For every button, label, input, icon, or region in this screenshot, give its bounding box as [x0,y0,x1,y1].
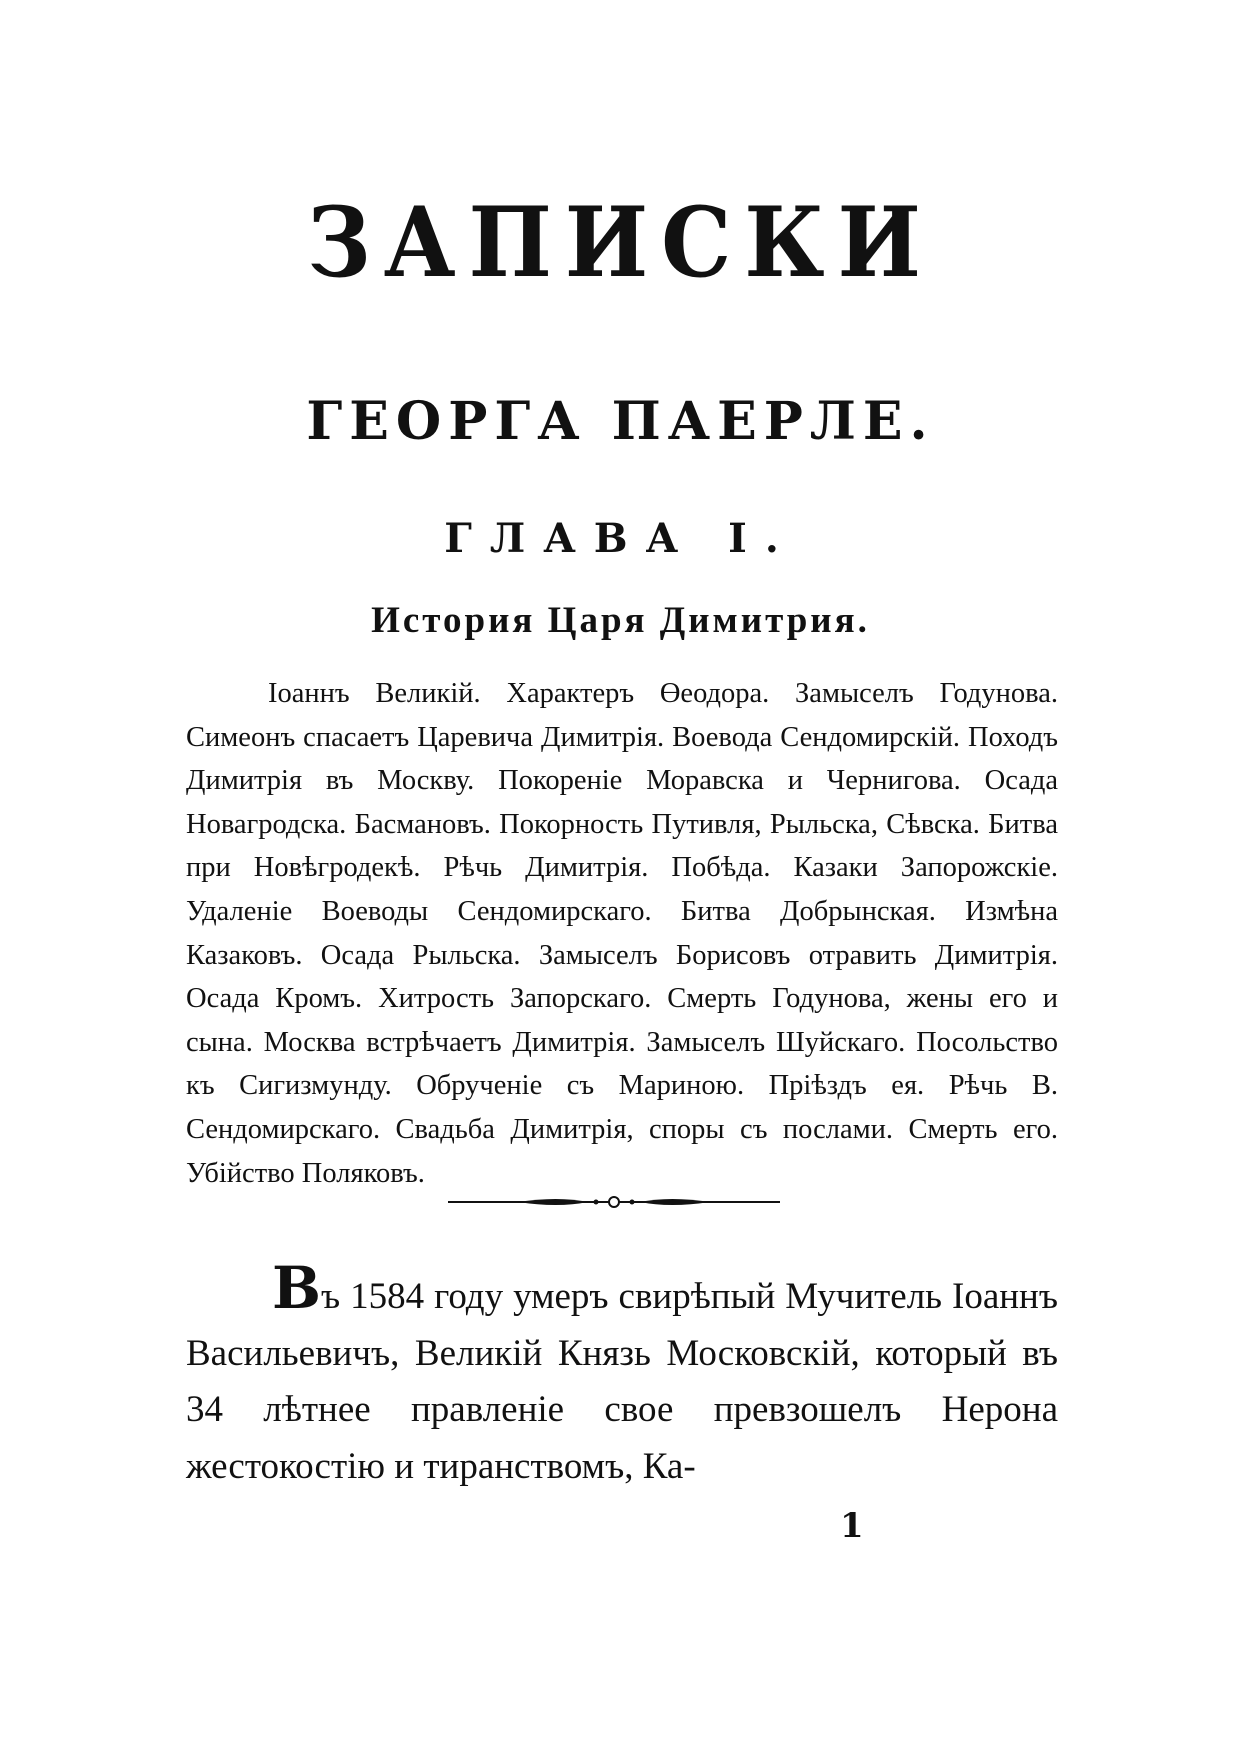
chapter-title: История Царя Димитрия. [371,600,870,641]
page-number: 1 [840,1506,864,1546]
chapter-label: ГЛАВА I. [444,515,797,562]
body-text: ъ 1584 году умеръ свирѣпый Мучитель Іоаннъ Васильевичъ, Великій Князь Московскій, который въ 34 лѣтнее правленіе свое превзошелъ Нерона жестокостію и тиранствомъ, Ка- [186,1276,1058,1487]
book-subtitle: ГЕОРГА ПАЕРЛЕ. [306,391,935,452]
ornament-divider-icon [448,1195,780,1209]
book-title: ЗАПИСКИ [307,186,934,299]
body-paragraph [186,1254,1058,1495]
drop-cap: В [272,1254,322,1322]
chapter-summary: Іоаннъ Великій. Характеръ Өеодора. Замыселъ Годунова. Симеонъ спасаетъ Царевича Димитрія. Воевода Сендомирскій. Походъ Димитрія въ Москву. Покореніе Моравска и Чернигова. Осада Новагродска. Басмановъ. Покорность Путивля, Рыльска, Сѣвска. Битва при Новѣгродекѣ. Рѣчь Димитрія. Побѣда. Казаки Запорожскіе. Удаленіе Воеводы Сендомирскаго. Битва Добрынская. Измѣна Казаковъ. Осада Рыльска. Замыселъ Борисовъ отравить Димитрія. Осада Кромъ. Хитрость Запорскаго. Смерть Годунова, жены его и сына. Москва встрѣчаетъ Димитрія. Замыселъ Шуйскаго. Посольство къ Сигизмунду. Обрученіе съ Мариною. Пріѣздъ ея. Рѣчь В. Сендомирскаго. Свадьба Димитрія, споры съ послами. Смерть его. Убійство Поляковъ. [186,678,1058,1189]
